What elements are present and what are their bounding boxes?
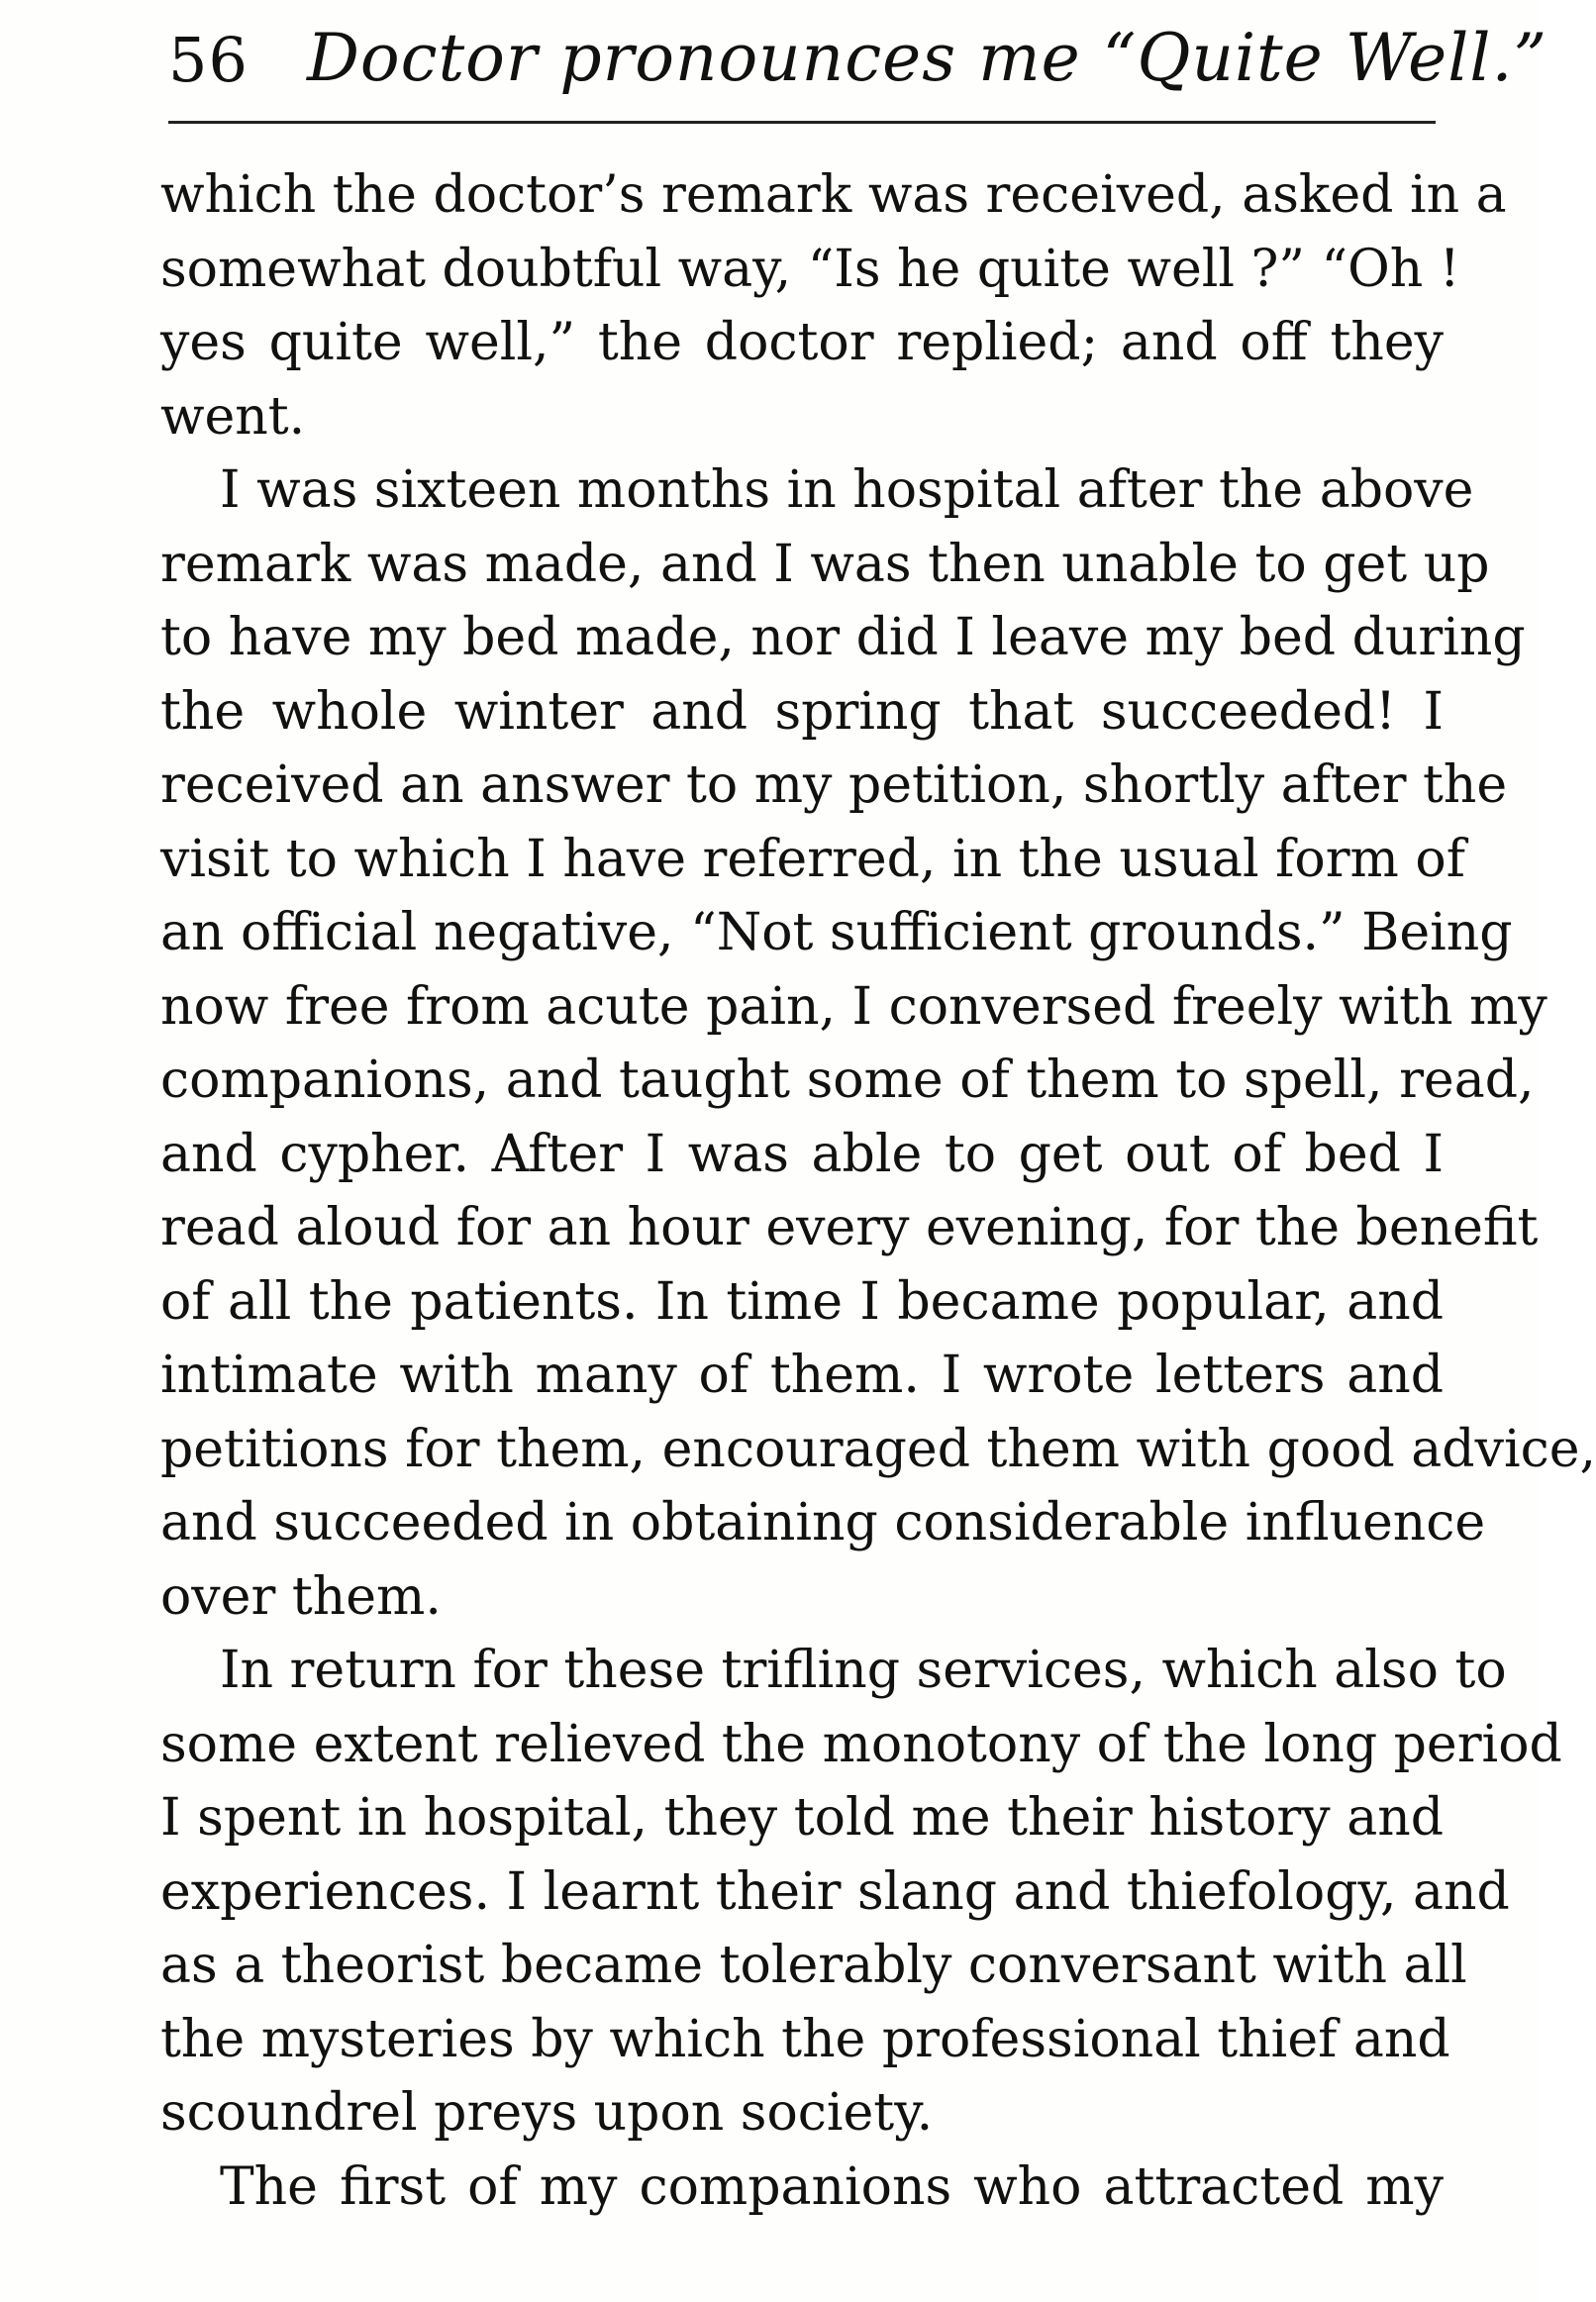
page-header <box>168 20 1548 129</box>
text-line: companions, and taught some of them to spell, read, <box>160 1051 1535 1110</box>
text-line: visit to which I have referred, in the usual form of <box>160 829 1465 889</box>
text-line: experiences. I learnt their slang and thiefology, and <box>160 1861 1510 1922</box>
text-line: which the doctor’s remark was received, asked in a <box>160 165 1507 225</box>
text-line: now free from acute pain, I conversed freely with my <box>160 976 1547 1037</box>
text-line: an official negative, “Not sufficient grounds.” Being <box>160 903 1513 962</box>
text-line: remark was made, and I was then unable to get up <box>160 534 1490 594</box>
text-line: intimate with many of them. I wrote letters and <box>160 1346 1444 1405</box>
header-rule <box>168 121 1436 124</box>
text-line: the whole winter and spring that succeeded! I <box>160 681 1444 742</box>
running-title: Doctor pronounces me “Quite Well.” <box>307 20 1548 96</box>
text-line: went. <box>160 386 306 447</box>
text-line: and succeeded in obtaining considerable influence <box>160 1493 1486 1552</box>
text-line: over them. <box>160 1566 442 1627</box>
page-number: 56 <box>168 24 249 96</box>
text-line: I spent in hospital, they told me their history and <box>160 1788 1444 1848</box>
text-line: the mysteries by which the professional thief and <box>160 2009 1450 2069</box>
text-line: petitions for them, encouraged them with good advice, <box>160 1419 1596 1479</box>
text-line: The first of my companions who attracted my <box>220 2156 1444 2217</box>
page-body <box>160 158 1596 2224</box>
text-line: In return for these trifling services, which also to <box>220 1641 1507 1700</box>
text-line: I was sixteen months in hospital after the above <box>220 460 1474 520</box>
text-line: some extent relieved the monotony of the long period <box>160 1714 1562 1774</box>
text-line: yes quite well,” the doctor replied; and off they <box>160 313 1444 372</box>
text-line: of all the patients. In time I became popular, and <box>160 1271 1444 1332</box>
text-line: scoundrel preys upon society. <box>160 2083 934 2143</box>
text-line: and cypher. After I was able to get out of bed I <box>160 1124 1444 1184</box>
text-line: as a theorist became tolerably conversant with all <box>160 1936 1467 1995</box>
text-line: somewhat doubtful way, “Is he quite well ?” “Oh ! <box>160 239 1460 299</box>
text-line: read aloud for an hour every evening, for the benefit <box>160 1198 1539 1257</box>
text-line: to have my bed made, nor did I leave my bed during <box>160 608 1526 667</box>
text-line: received an answer to my petition, shortly after the <box>160 755 1508 815</box>
